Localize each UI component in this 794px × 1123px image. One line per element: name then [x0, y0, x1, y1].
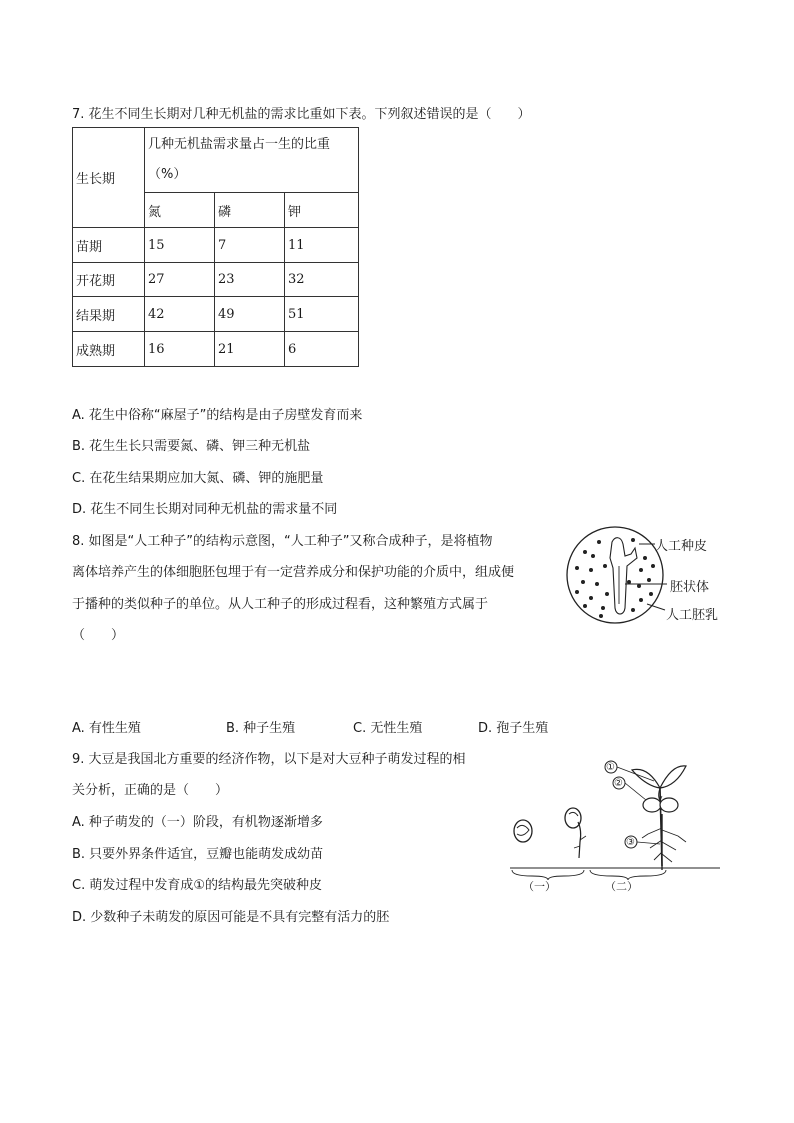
q8-option-a: A. 有性生殖: [72, 721, 141, 736]
q9-option-d: D. 少数种子未萌发的原因可能是不具有完整有活力的胚: [72, 910, 390, 925]
q9-option-c: C. 萌发过程中发育成①的结构最先突破种皮: [72, 878, 322, 893]
table-row: [73, 297, 359, 332]
stage-cell: 苗期: [73, 228, 145, 263]
value-cell: 11: [285, 228, 359, 263]
row-header: 生长期: [73, 128, 145, 228]
column-header: [145, 128, 359, 193]
value-cell: 7: [215, 228, 285, 263]
value-cell: 32: [285, 263, 359, 297]
q7-option-d: D. 花生不同生长期对同种无机盐的需求量不同: [72, 502, 338, 517]
table-row: [73, 228, 359, 263]
value-cell: 6: [285, 332, 359, 367]
col-phosphorus: 磷: [215, 193, 285, 228]
q8-line-2: 离体培养产生的体细胞胚包埋于有一定营养成分和保护功能的介质中，组成便: [72, 565, 515, 580]
table-row: [73, 263, 359, 297]
q9-line-2: 关分析，正确的是（ ）: [72, 783, 229, 798]
label-3: ③: [626, 837, 635, 848]
table-row: [73, 332, 359, 367]
q9-option-a: A. 种子萌发的（一）阶段，有机物逐渐增多: [72, 815, 323, 830]
q7-option-a: A. 花生中俗称“麻屋子”的结构是由子房壁发育而来: [72, 408, 363, 423]
stage-two-label: （二）: [605, 880, 638, 893]
q8-option-c: C. 无性生殖: [353, 721, 423, 736]
q8-line-1: 8. 如图是“人工种子”的结构示意图，“人工种子”又称合成种子，是将植物: [72, 534, 493, 549]
column-header-line1: 几种无机盐需求量占一生的比重: [148, 137, 331, 152]
column-header-line2: （%）: [148, 167, 187, 182]
label-2: ②: [614, 778, 623, 789]
q9-option-b: B. 只要外界条件适宜，豆瓣也能萌发成幼苗: [72, 847, 324, 862]
q9-line-1: 9. 大豆是我国北方重要的经济作物，以下是对大豆种子萌发过程的相: [72, 752, 466, 767]
q8-line-4: （ ）: [72, 628, 125, 643]
value-cell: 16: [145, 332, 215, 367]
stage-cell: 结果期: [73, 297, 145, 332]
value-cell: 27: [145, 263, 215, 297]
label-artificial-coat: 人工种皮: [655, 539, 708, 554]
label-1: ①: [606, 762, 615, 773]
nutrient-table: [72, 127, 359, 367]
label-embryoid: 胚状体: [670, 580, 710, 595]
value-cell: 49: [215, 297, 285, 332]
label-artificial-endosperm: 人工胚乳: [666, 608, 719, 623]
q7-option-c: C. 在花生结果期应加大氮、磷、钾的施肥量: [72, 471, 324, 486]
stage-cell: 开花期: [73, 263, 145, 297]
value-cell: 23: [215, 263, 285, 297]
value-cell: 15: [145, 228, 215, 263]
q7-stem: 7. 花生不同生长期对几种无机盐的需求比重如下表。下列叙述错误的是（ ）: [72, 107, 531, 122]
col-potassium: 钾: [285, 193, 359, 228]
q8-line-3: 于播种的类似种子的单位。从人工种子的形成过程看，这种繁殖方式属于: [72, 597, 489, 612]
q7-option-b: B. 花生生长只需要氮、磷、钾三种无机盐: [72, 439, 311, 454]
q8-option-b: B. 种子生殖: [226, 721, 296, 736]
stage-one-label: （一）: [523, 880, 556, 893]
value-cell: 42: [145, 297, 215, 332]
col-nitrogen: 氮: [145, 193, 215, 228]
value-cell: 21: [215, 332, 285, 367]
stage-cell: 成熟期: [73, 332, 145, 367]
soybean-germination-diagram: [500, 748, 730, 898]
q8-option-d: D. 孢子生殖: [478, 721, 549, 736]
value-cell: 51: [285, 297, 359, 332]
